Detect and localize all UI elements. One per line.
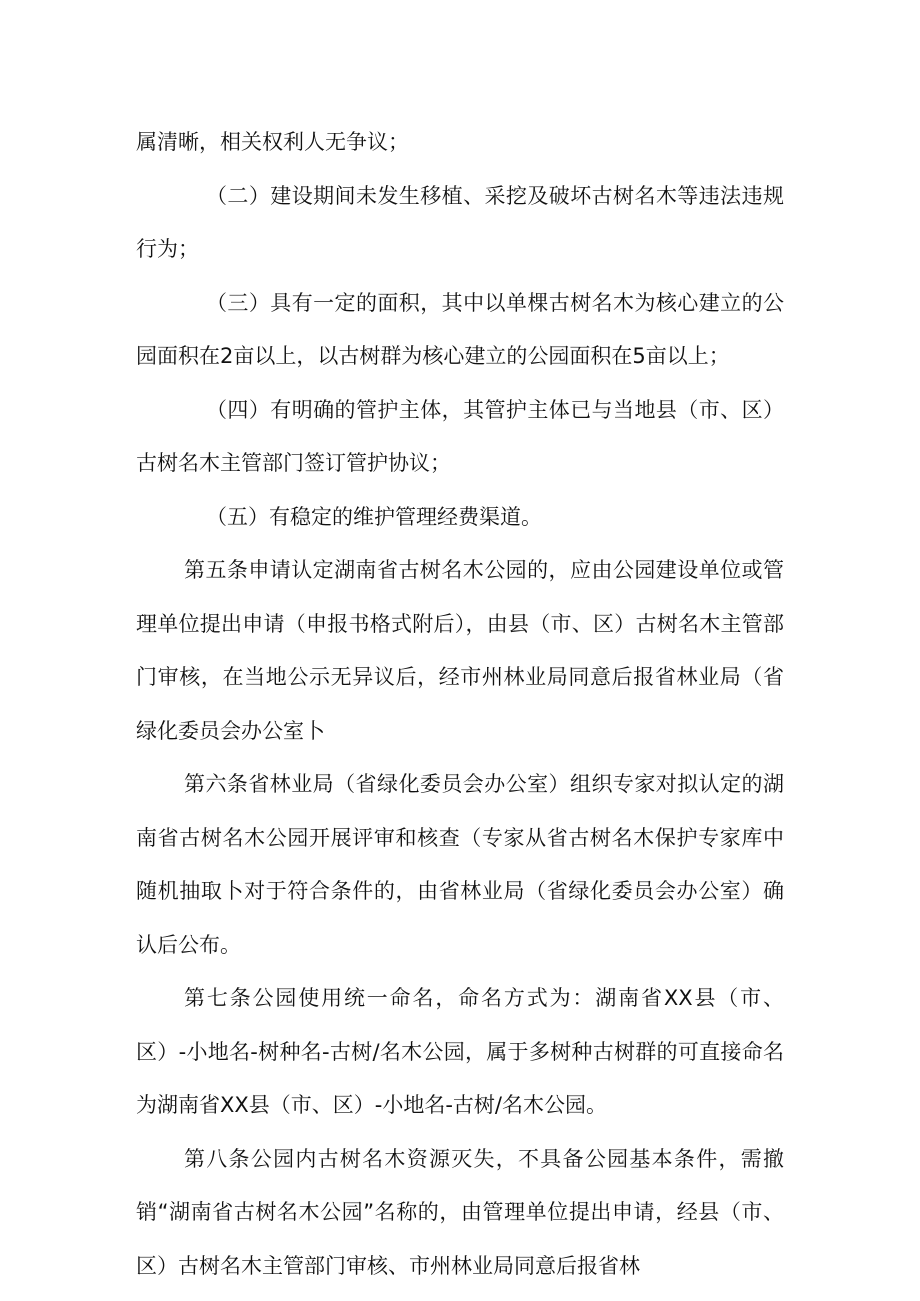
paragraph-item-3: （三）具有一定的面积，其中以单棵古树名木为核心建立的公园面积在2亩以上，以古树群为核心建立的公园面积在5亩以上；	[136, 290, 784, 368]
document-body	[136, 116, 784, 1293]
paragraph-article-6: 第六条省林业局（省绿化委员会办公室）组织专家对拟认定的湖南省古树名木公园开展评审和核查（专家从省古树名木保护专家库中随机抽取卜对于符合条件的，由省林业局（省绿化委员会办公室）确认后公布。	[136, 772, 784, 957]
paragraph-article-8: 第八条公园内古树名木资源灭失，不具备公园基本条件，需撤销“湖南省古树名木公园”名称的，由管理单位提出申请，经县（市、区）古树名木主管部门审核、市州林业局同意后报省林	[136, 1146, 784, 1278]
paragraph-article-7: 第七条公园使用统一命名，命名方式为：湖南省XX县（市、区）-小地名-树种名-古树/名木公园，属于多树种古树群的可直接命名为湖南省XX县（市、区）-小地名-古树/名木公园。	[136, 986, 784, 1117]
paragraph-item-2: （二）建设期间未发生移植、采挖及破坏古树名木等违法违规行为；	[136, 183, 784, 261]
paragraph-article-5: 第五条申请认定湖南省古树名木公园的，应由公园建设单位或管理单位提出申请（申报书格式附后），由县（市、区）古树名木主管部门审核，在当地公示无异议后，经市州林业局同意后报省林业局（省绿化委员会办公室卜	[136, 558, 784, 743]
paragraph-continuation: 属清晰，相关权利人无争议；	[136, 130, 409, 154]
paragraph-item-4: （四）有明确的管护主体，其管护主体已与当地县（市、区）古树名木主管部门签订管护协议；	[136, 397, 784, 475]
paragraph-item-5: （五）有稳定的维护管理经费渠道。	[206, 504, 542, 529]
